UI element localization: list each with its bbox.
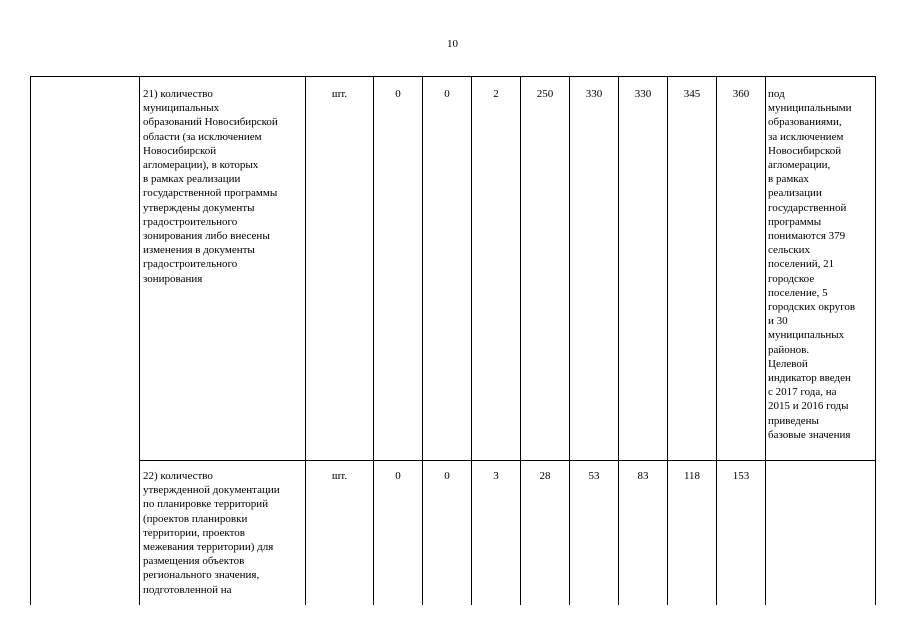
value-cell: 3 [493,470,499,482]
column-border [471,77,472,605]
column-border [305,77,306,605]
column-border [422,77,423,605]
indicator-description: 21) количество муниципальных образований Новосибирской области (за исключением Новосибирской агломерации), в которых в рамках реализации государственной программы утверждены документы градостроительного зонирования либо внесены изменения в документы градостроительного зонирования [143,88,278,285]
column-border [765,77,766,605]
value-cell: 0 [395,470,401,482]
column-border [667,77,668,605]
value-cell: 53 [588,470,600,482]
page-number: 10 [447,38,458,50]
note-cell: под муниципальными образованиями, за исключением Новосибирской агломерации, в рамках реализации государственной программы понимаются 379 сельских поселений, 21 городское поселение, 5 городских округов и 30 муниципальных районов. Целевой индикатор введен с 2017 года, на 2015 и 2016 годы приведены базовые значения [768,88,856,441]
column-border [618,77,619,605]
value-cell: 345 [683,88,701,100]
column-border [373,77,374,605]
value-cell: 2 [493,88,499,100]
indicator-description: 22) количество утвержденной документации по планировке территорий (проектов планировки территории, проектов межевания территории) для размещения объектов регионального значения, подготовленной на [143,470,280,596]
value-cell: 330 [634,88,652,100]
value-cell: 83 [637,470,649,482]
value-cell: 118 [683,470,701,482]
value-cell: 330 [585,88,603,100]
value-cell: 360 [732,88,750,100]
column-border [569,77,570,605]
column-border [716,77,717,605]
unit-cell: шт. [331,88,348,100]
column-border [139,77,140,605]
value-cell: 0 [444,88,450,100]
indicators-table [30,76,876,605]
value-cell: 0 [395,88,401,100]
value-cell: 28 [539,470,551,482]
value-cell: 153 [732,470,750,482]
value-cell: 250 [536,88,554,100]
column-border [520,77,521,605]
row-separator [139,460,875,461]
value-cell: 0 [444,470,450,482]
unit-cell: шт. [331,470,348,482]
